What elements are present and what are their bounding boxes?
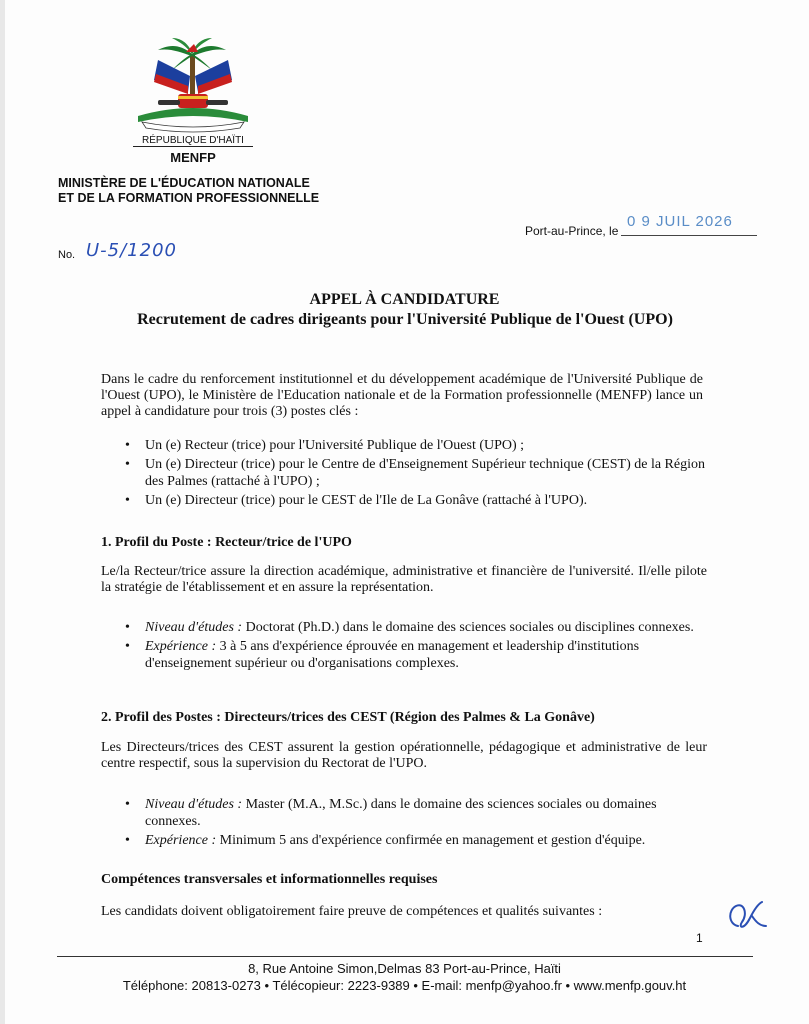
section-1-list [121, 619, 711, 674]
number-value: U-5/1200 [86, 240, 177, 261]
list-item: • Un (e) Directeur (trice) pour le Centre de d'Enseignement Supérieur technique (CEST) de la Région des Palmes (rattaché à l'UPO) ; [121, 456, 711, 490]
section-1-text: Le/la Recteur/trice assure la direction académique, administrative et financière de l'université. Il/elle pilote la stratégie de l'établissement et en assure la représentation. [101, 564, 707, 595]
list-item: • Un (e) Recteur (trice) pour l'Université Publique de l'Ouest (UPO) ; [121, 437, 711, 454]
section-3-text: Les candidats doivent obligatoirement faire preuve de compétences et qualités suivantes : [101, 904, 603, 919]
section-1-heading: 1. Profil du Poste : Recteur/trice de l'UPO [101, 535, 352, 550]
item-text: 3 à 5 ans d'expérience éprouvée en management et leadership d'institutions d'enseignement supérieur ou d'organisations complexes. [145, 639, 640, 671]
footer-rule [57, 956, 753, 957]
list-item [121, 638, 711, 672]
item-label: Niveau d'études : [145, 620, 243, 635]
item-label: Expérience : [145, 639, 217, 654]
header-rule [133, 146, 253, 147]
republic-label: RÉPUBLIQUE D'HAÏTI [142, 135, 244, 146]
document-subtitle: Recrutement de cadres dirigeants pour l'Université Publique de l'Ouest (UPO) [137, 311, 673, 328]
number-label: No. [58, 249, 76, 261]
place-label: Port-au-Prince, le [525, 224, 619, 238]
date-stamp: 0 9 JUIL 2026 [627, 213, 733, 230]
initials-signature-icon [724, 896, 768, 936]
section-2-text: Les Directeurs/trices des CEST assurent la gestion opérationnelle, pédagogique et administrative de leur centre respectif, sous la supervision du Rectorat de l'UPO. [101, 740, 707, 771]
page-number: 1 [696, 931, 703, 945]
page-edge [0, 0, 5, 1024]
item-text: Doctorat (Ph.D.) dans le domaine des sciences sociales ou disciplines connexes. [242, 620, 694, 635]
list-item [121, 832, 711, 849]
item-label: Niveau d'études : [145, 797, 243, 812]
ministry-name [58, 176, 319, 206]
haiti-coat-of-arms-icon [128, 36, 258, 136]
document-title: APPEL À CANDIDATURE [309, 291, 500, 308]
item-text: Minimum 5 ans d'expérience confirmée en management et gestion d'équipe. [216, 833, 646, 848]
date-rule [621, 235, 757, 236]
list-item [121, 796, 711, 830]
section-3-heading: Compétences transversales et informationnelles requises [101, 872, 438, 887]
section-2-list [121, 796, 711, 851]
list-item: • Un (e) Directeur (trice) pour le CEST de l'Ile de La Gonâve (rattaché à l'UPO). [121, 492, 711, 509]
item-label: Expérience : [145, 833, 217, 848]
ministry-line-1: MINISTÈRE DE L'ÉDUCATION NATIONALE [58, 176, 310, 190]
section-2-heading: 2. Profil des Postes : Directeurs/trices des CEST (Région des Palmes & La Gonâve) [101, 710, 595, 725]
list-item [121, 619, 711, 636]
footer-contact: Téléphone: 20813-0273 • Télécopieur: 2223-9389 • E-mail: menfp@yahoo.fr • www.menfp.gouv.ht [122, 978, 687, 993]
ministry-line-2: ET DE LA FORMATION PROFESSIONNELLE [58, 191, 320, 205]
acronym-label: MENFP [170, 150, 216, 165]
footer-address: 8, Rue Antoine Simon,Delmas 83 Port-au-Prince, Haïti [248, 961, 561, 976]
item-text: Master (M.A., M.Sc.) dans le domaine des sciences sociales ou domaines connexes. [145, 797, 657, 829]
postes-list [121, 437, 711, 511]
intro-paragraph: Dans le cadre du renforcement institutionnel et du développement académique de l'Université Publique de l'Ouest (UPO), le Ministère de l'Education nationale et de la Formation professionnelle (MENFP) lance un appel à candidature pour trois (3) postes clés : [101, 372, 703, 419]
